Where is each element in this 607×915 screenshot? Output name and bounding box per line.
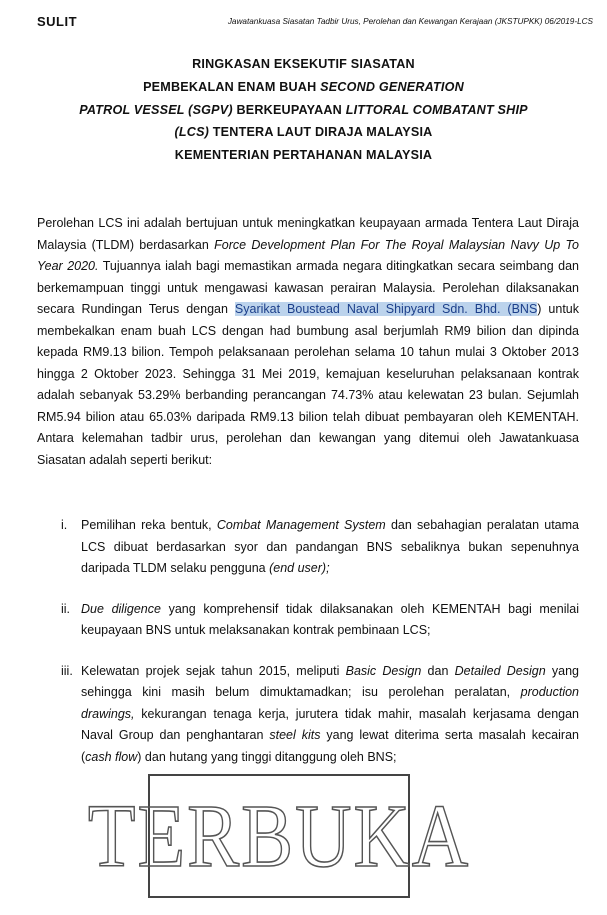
classification-label: SULIT bbox=[37, 14, 78, 29]
document-title bbox=[20, 53, 587, 167]
title-line-5: KEMENTERIAN PERTAHANAN MALAYSIA bbox=[174, 148, 433, 163]
stamp-text: TERBUKA bbox=[87, 785, 471, 886]
list-number: ii. bbox=[61, 601, 71, 616]
list-item: iii. Kelewatan projek sejak tahun 2015, meliputi Basic Design dan Detailed Design yang sehingga kini masih belum dimuktamadkan; isu perolehan peralatan, production drawings, kekurangan tenaga kerja, jurutera tidak mahir, masalah kerjasama dengan Naval Group dan penghantaran steel kits yang lewat diterima serta masalah kecairan (cash flow) dan hutang yang tinggi ditanggung oleh BNS; bbox=[37, 661, 579, 769]
list-item: i. Pemilihan reka bentuk, Combat Management System dan sebahagian peralatan utama LCS dibuat berdasarkan syor dan pandangan BNS sebaliknya bukan sepenuhnya daripada TLDM selaku pengguna (end user); bbox=[37, 515, 579, 580]
title-line-1: RINGKASAN EKSEKUTIF SIASATAN bbox=[192, 57, 415, 71]
title-line-2: PEMBEKALAN ENAM BUAH SECOND GENERATION bbox=[143, 79, 464, 94]
summary-paragraph: Perolehan LCS ini adalah bertujuan untuk meningkatkan keupayaan armada Tentera Laut Diraja Malaysia (TLDM) berdasarkan Force Development Plan For The Royal Malaysian Navy Up To Year 2020. Tujuannya ialah bagi memastikan armada negara ditingkatkan secara seimbang dan berkemampuan tinggi untuk mengawasi kawasan perairan Malaysia. Perolehan dilaksanakan secara Rundingan Terus dengan Syarikat Boustead Naval Shipyard Sdn. Bhd. (BNS) untuk membekalkan enam buah LCS dengan had bumbung asal berjumlah RM9 bilion dan dipinda kepada RM9.13 bilion. Tempoh pelaksanaan perolehan selama 10 tahun mulai 3 Oktober 2013 hingga 2 Oktober 2023. Sehingga 31 Mei 2019, kemajuan keseluruhan pelaksanaan kontrak adalah sebanyak 53.29% berbanding perancangan 74.73% atau kelewatan 23 bulan. Sejumlah RM5.94 bilion atau 65.03% daripada RM9.13 bilion telah dibuat pembayaran oleh KEMENTAH. Antara kelemahan tadbir urus, perolehan dan kewangan yang ditemui oleh Jawatankuasa Siasatan adalah seperti berikut: bbox=[37, 216, 580, 467]
title-line-4: (LCS) TENTERA LAUT DIRAJA MALAYSIA bbox=[174, 125, 433, 140]
list-number: i. bbox=[61, 518, 68, 532]
highlighted-text[interactable]: Syarikat Boustead Naval Shipyard Sdn. Bhd. (BNS bbox=[234, 302, 538, 316]
list-item: ii. Due diligence yang komprehensif tidak dilaksanakan oleh KEMENTAH bagi menilai keupayaan BNS untuk melaksanakan kontrak pembinaan LCS; bbox=[37, 599, 579, 642]
list-number: iii. bbox=[61, 663, 73, 678]
findings-list bbox=[37, 515, 579, 787]
title-line-3: PATROL VESSEL (SGPV) BERKEUPAYAAN LITTORAL COMBATANT SHIP bbox=[79, 102, 528, 117]
document-reference: Jawatankuasa Siasatan Tadbir Urus, Perolehan dan Kewangan Kerajaan (JKSTUPKK) 06/2019-LCS bbox=[227, 17, 593, 26]
terbuka-stamp bbox=[87, 774, 471, 898]
